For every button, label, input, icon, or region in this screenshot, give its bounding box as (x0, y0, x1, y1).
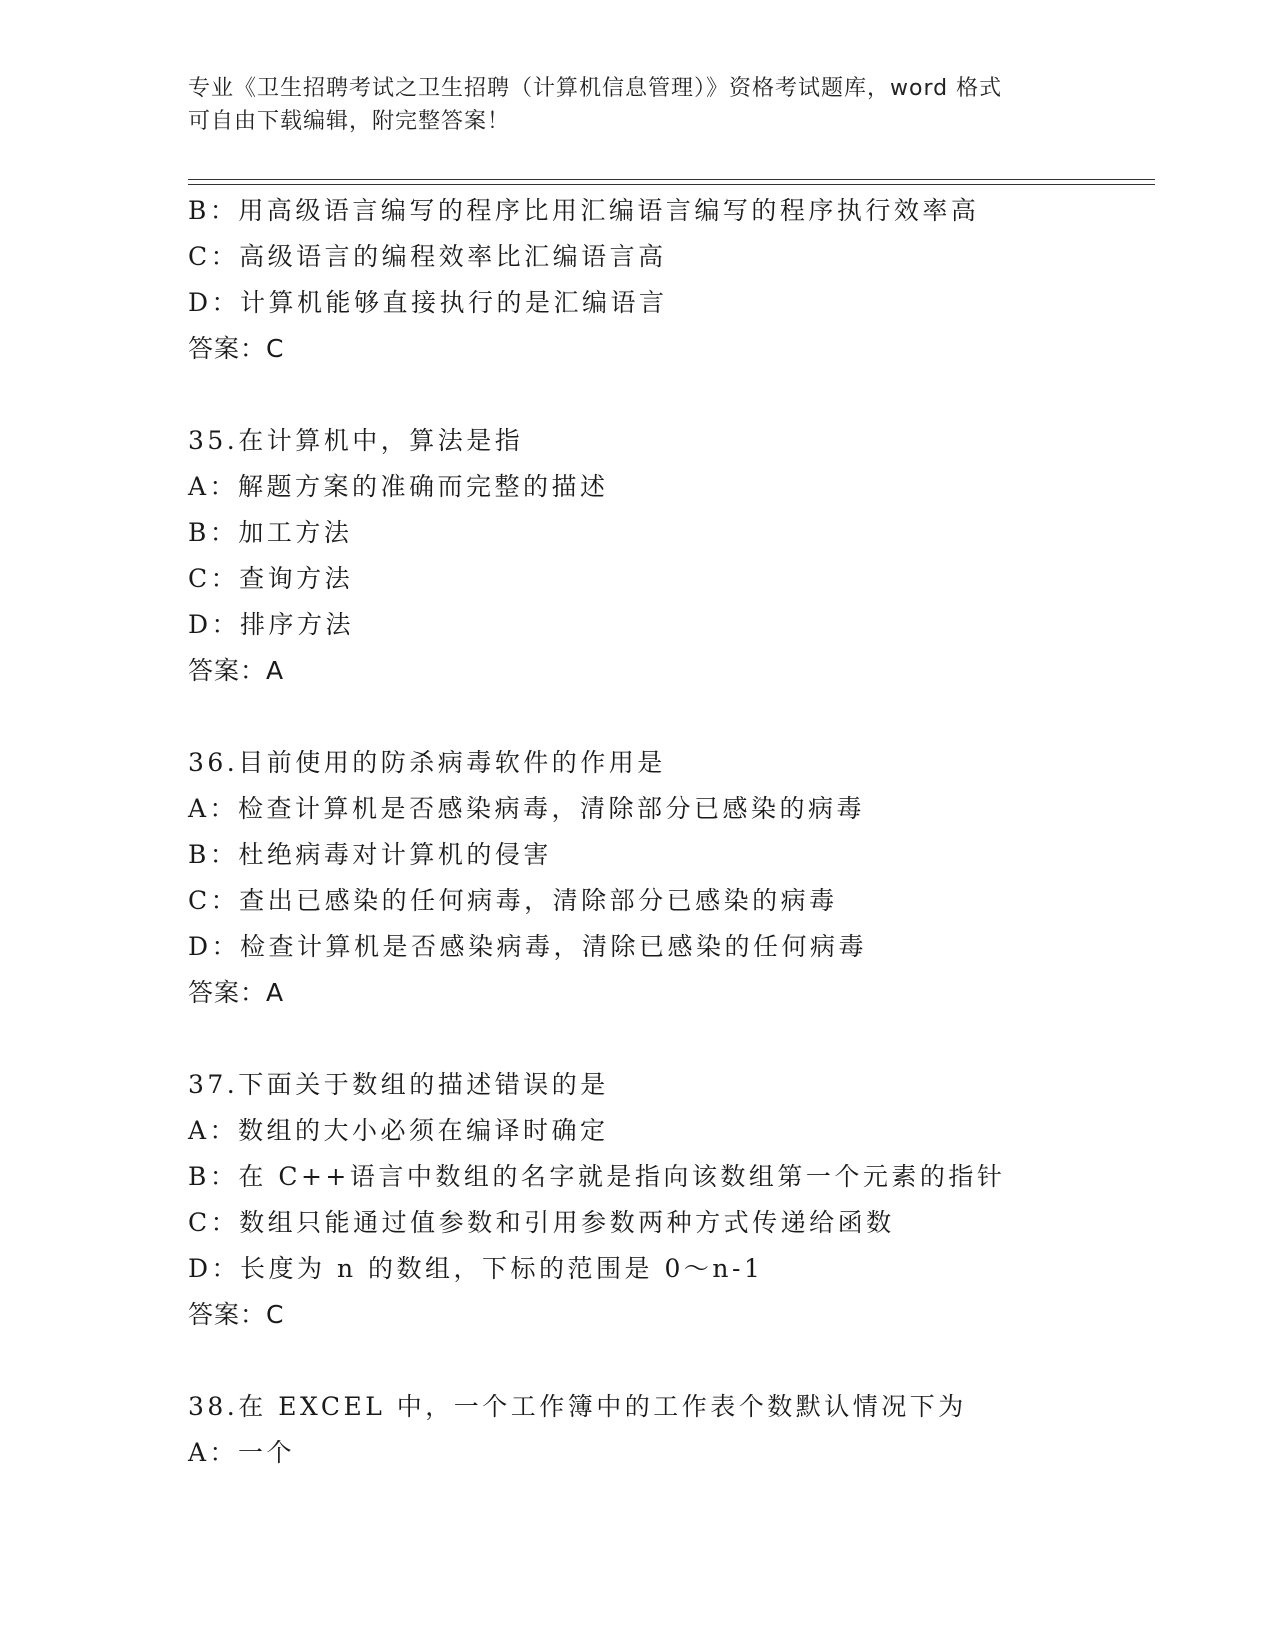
question-text: 38.在 EXCEL 中，一个工作簿中的工作表个数默认情况下为 (188, 1392, 967, 1421)
question-text: 37.下面关于数组的描述错误的是 (188, 1070, 609, 1099)
option-c: C：数组只能通过值参数和引用参数两种方式传递给函数 (188, 1208, 895, 1237)
option-b: B：在 C++语言中数组的名字就是指向该数组第一个元素的指针 (188, 1162, 1006, 1191)
spacer (188, 1338, 1168, 1384)
question-block-37 (188, 1062, 1168, 1338)
answer-line: 答案：C (188, 334, 285, 363)
answer-line: 答案：C (188, 1300, 285, 1329)
option-d: D：检查计算机是否感染病毒，清除已感染的任何病毒 (188, 932, 868, 961)
question-text: 36.目前使用的防杀病毒软件的作用是 (188, 748, 666, 777)
answer-line: 答案：A (188, 978, 285, 1007)
option-a: A：一个 (188, 1438, 296, 1467)
option-c: C：查询方法 (188, 564, 354, 593)
option-b: B：杜绝病毒对计算机的侵害 (188, 840, 552, 869)
option-b: B：用高级语言编写的程序比用汇编语言编写的程序执行效率高 (188, 196, 980, 225)
question-block-35 (188, 418, 1168, 694)
option-a: A：数组的大小必须在编译时确定 (188, 1116, 609, 1145)
question-block-38 (188, 1384, 1168, 1476)
option-d: D：长度为 n 的数组，下标的范围是 0～n-1 (188, 1254, 764, 1283)
spacer (188, 372, 1168, 418)
option-d: D：排序方法 (188, 610, 355, 639)
page-header (188, 72, 1088, 138)
option-c: C：高级语言的编程效率比汇编语言高 (188, 242, 667, 271)
option-a: A：检查计算机是否感染病毒，清除部分已感染的病毒 (188, 794, 866, 823)
spacer (188, 694, 1168, 740)
question-block-36 (188, 740, 1168, 1016)
option-d: D：计算机能够直接执行的是汇编语言 (188, 288, 668, 317)
header-line-1: 专业《卫生招聘考试之卫生招聘（计算机信息管理）》资格考试题库，word 格式 (188, 76, 1003, 101)
header-divider-top (188, 179, 1155, 180)
document-body (188, 188, 1168, 1476)
question-text: 35.在计算机中，算法是指 (188, 426, 524, 455)
header-divider-bottom (188, 184, 1155, 185)
answer-line: 答案：A (188, 656, 285, 685)
header-line-2: 可自由下载编辑，附完整答案！ (188, 109, 511, 134)
spacer (188, 1016, 1168, 1062)
option-c: C：查出已感染的任何病毒，清除部分已感染的病毒 (188, 886, 838, 915)
question-block-34-continued (188, 188, 1168, 372)
option-b: B：加工方法 (188, 518, 353, 547)
option-a: A：解题方案的准确而完整的描述 (188, 472, 609, 501)
